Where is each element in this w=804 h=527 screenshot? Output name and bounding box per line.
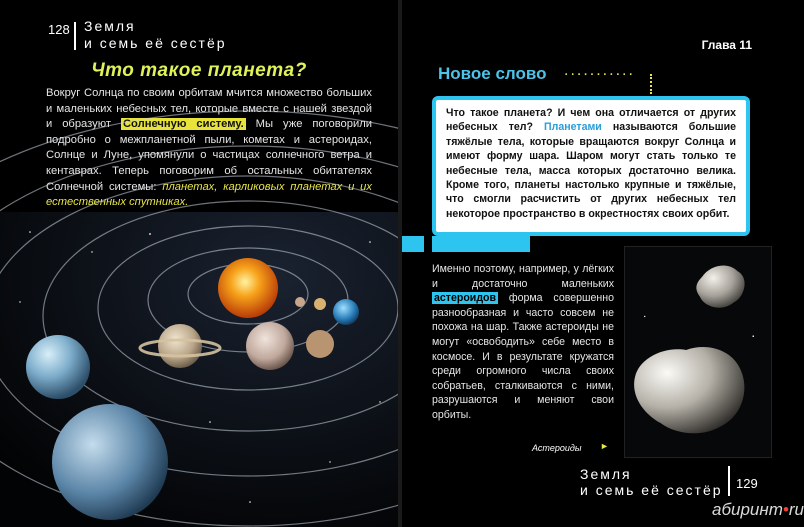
- body-text-1: Именно поэтому, например, у лёгких и достаточно маленьких: [432, 263, 614, 290]
- header-line-1-right: Земля: [580, 466, 632, 482]
- definition-highlight: Планетами: [544, 121, 602, 134]
- caption-arrow-icon: ►: [600, 441, 609, 451]
- intro-italic: планетах, карликовых планетах и их естественных спутниках.: [46, 180, 372, 209]
- intro-text-1: Вокруг Солнца по своим орбитам мчится множество больших и маленьких небесных тел, которые вместе с нашей звездой и образуют: [46, 87, 372, 131]
- header-divider-right: [728, 466, 730, 496]
- body-highlight: астероидов: [434, 292, 497, 305]
- watermark-text: абиринт: [712, 500, 783, 519]
- running-header-left: [84, 18, 227, 52]
- watermark-dot: •: [782, 500, 789, 519]
- asteroid-paragraph: [432, 262, 614, 423]
- definition-box-tab: [432, 236, 530, 252]
- section-title: Что такое планета?: [91, 60, 307, 81]
- left-page: [0, 0, 398, 527]
- header-line-2-right: и семь её сестёр: [580, 482, 723, 498]
- watermark-suffix: ru: [788, 500, 804, 519]
- running-header-right: [580, 466, 723, 498]
- small-asteroid-icon: [696, 266, 744, 308]
- definition-text-1: Что такое планета? И чем она отличается от других небесных тел?: [446, 107, 736, 134]
- new-word-title: Новое слово: [438, 64, 547, 83]
- page-number-right: 129: [736, 476, 758, 491]
- new-word-dots-connector: [650, 74, 653, 94]
- definition-accent-bar: [402, 236, 424, 252]
- solar-system-illustration: [0, 212, 398, 527]
- asteroid-caption: Астероиды: [532, 443, 582, 453]
- header-line-2: и семь её сестёр: [84, 35, 227, 51]
- new-word-dots: ...........: [564, 62, 635, 79]
- intro-highlight: Солнечную систему.: [122, 118, 244, 131]
- header-line-1: Земля: [84, 18, 136, 34]
- right-page: [402, 0, 804, 527]
- chapter-label: Глава 11: [701, 38, 752, 52]
- page-number-left: 128: [48, 22, 70, 37]
- watermark: [712, 500, 804, 520]
- body-text-2: форма совершенно разнообразная и часто совсем не похожа на шар. Также астероиды не могут «освободить» себе место в космосе. И в результате кружатся среди огромного числа своих собратьев, сталкиваются с ними, разрушаются и меняют свои орбиты.: [432, 292, 614, 421]
- sun-icon: [218, 258, 278, 318]
- definition-text-2: называются большие тяжёлые тела, которые вращаются вокруг Солнца и имеют форму шара. Шаром могут стать только те небесные тела, масса которых достаточно велика. Кроме того, планеты настолько крупные и тяжёлые, что смогли расчистить от других небесных тел некоторое пространство в окрестностях своих орбит.: [446, 121, 736, 220]
- asteroids-illustration: [624, 246, 772, 458]
- earth-icon: [333, 299, 359, 325]
- intro-text-2: Мы уже поговорили подробно о межпланетной пыли, кометах и астероидах, Солнце и Луне, упомянули о частицах солнечного ветра и кентаврах. Теперь поговорим об остальных обитателях Солнечной системы:: [46, 118, 372, 193]
- definition-box: [432, 96, 750, 236]
- header-divider-left: [74, 22, 76, 50]
- large-asteroid-icon: [634, 347, 744, 433]
- intro-paragraph: [46, 86, 372, 211]
